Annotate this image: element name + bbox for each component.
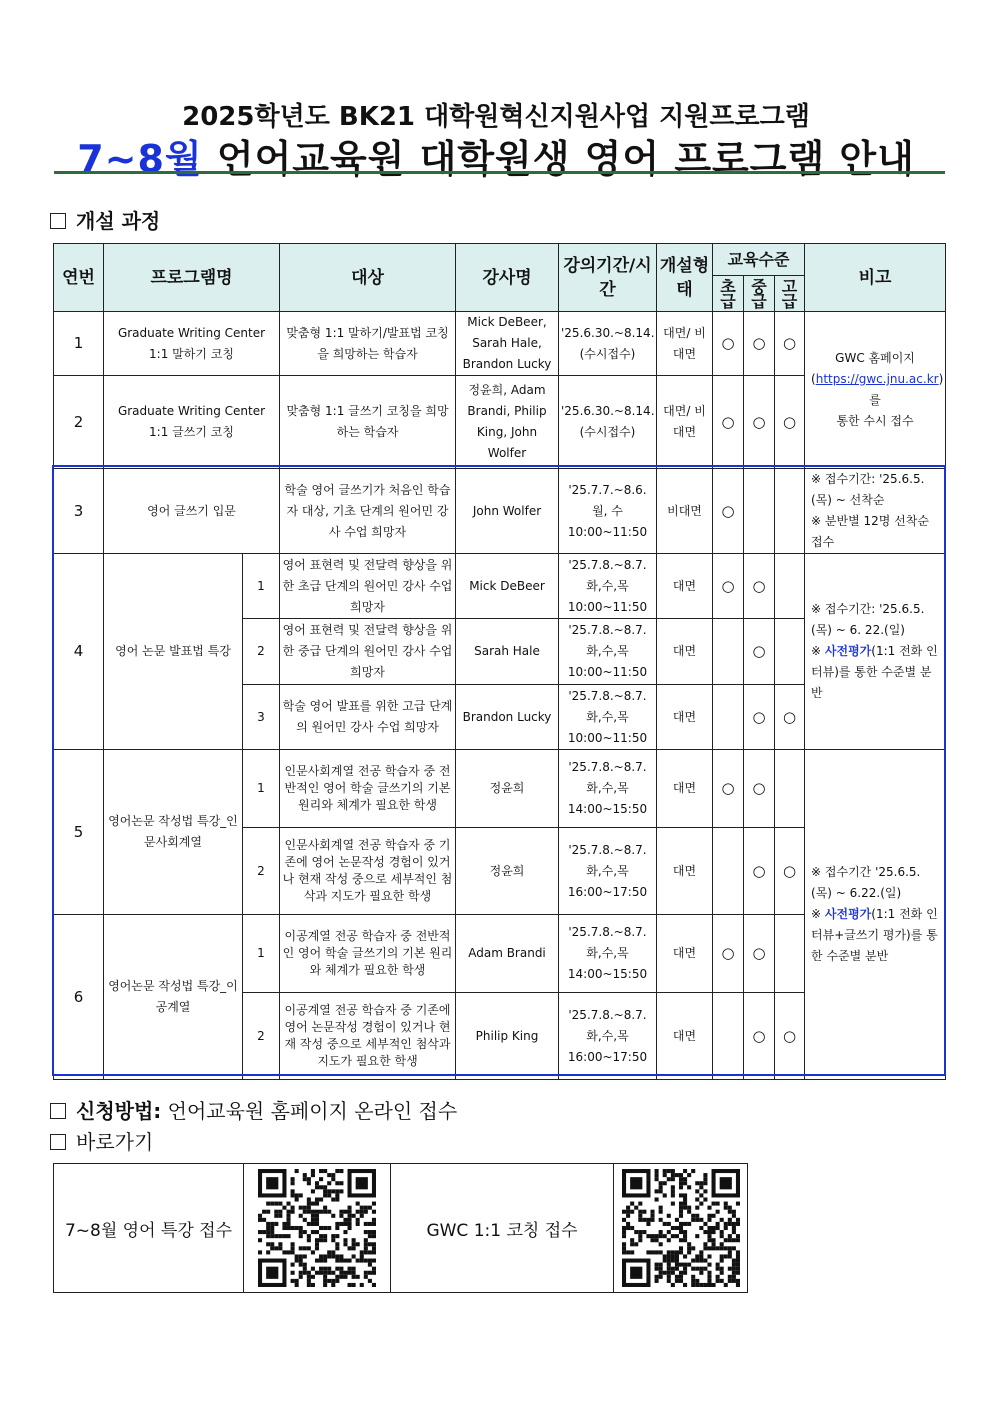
shortcut-table <box>53 1163 748 1293</box>
level-basic-mark: ○ <box>713 469 744 554</box>
row-no: 4 <box>54 554 104 750</box>
note-text: ※ 접수기간: '25.6.5.(목) ~ 6. 22.(일) <box>811 602 925 637</box>
period: '25.7.7.~8.6. 월, 수 10:00~11:50 <box>559 469 657 554</box>
level-intermediate-mark: ○ <box>744 828 775 915</box>
header-target: 대상 <box>280 244 456 312</box>
checkbox-square-icon <box>50 213 66 229</box>
level-advanced-mark <box>775 619 805 685</box>
table-row <box>54 469 946 554</box>
note-text: (1:1 전화 인터뷰)를 통한 수준별 분반 <box>811 644 938 700</box>
header-format: 개설형태 <box>657 244 713 312</box>
period: '25.6.30.~8.14. (수시접수) <box>559 376 657 469</box>
sub-no: 2 <box>243 619 280 685</box>
instructor: Brandon Lucky <box>456 685 559 750</box>
level-basic-mark: ○ <box>713 750 744 828</box>
note-gwc <box>805 312 946 469</box>
level-advanced-mark <box>775 915 805 993</box>
row-no: 2 <box>54 376 104 469</box>
program-name-line: 1:1 말하기 코칭 <box>149 346 234 361</box>
level-basic-mark: ○ <box>713 915 744 993</box>
note-text: (1:1 전화 인터뷰+글쓰기 평가)를 통한 수준별 분반 <box>811 907 938 963</box>
level-basic-mark: ○ <box>713 554 744 619</box>
instructor: Sarah Hale <box>456 619 559 685</box>
qr-gwc-cell[interactable] <box>614 1164 748 1293</box>
program-name: 영어 글쓰기 입문 <box>104 469 280 554</box>
page-title <box>0 128 992 183</box>
header-program: 프로그램명 <box>104 244 280 312</box>
gwc-link[interactable]: https://gwc.jnu.ac.kr <box>815 372 939 386</box>
level-intermediate-mark: ○ <box>744 312 775 376</box>
section-apply <box>50 1095 457 1124</box>
note-highlight: 사전평가 <box>824 644 872 658</box>
note-link-line: (https://gwc.jnu.ac.kr)를 <box>811 372 944 407</box>
instructor: John Wolfer <box>456 469 559 554</box>
checkbox-square-icon <box>50 1103 66 1119</box>
note-program56 <box>805 750 946 1080</box>
instructor: 정윤희 <box>456 750 559 828</box>
instructor: 정윤희, Adam Brandi, Philip King, John Wolfer <box>456 376 559 469</box>
note-text: ※ 접수기간: '25.6.5.(목) ~ 선착순 <box>811 472 925 507</box>
format: 대면 <box>657 685 713 750</box>
target: 맞춤형 1:1 글쓰기 코칭을 희망하는 학습자 <box>280 376 456 469</box>
format: 비대면 <box>657 469 713 554</box>
format: 대면/ 비대면 <box>657 312 713 376</box>
note-text: ※ 접수기간 '25.6.5.(목) ~ 6.22.(일) <box>811 865 921 900</box>
subtitle-line: 2025학년도 BK21 대학원혁신지원사업 지원프로그램 <box>182 102 810 132</box>
instructor: Philip King <box>456 993 559 1080</box>
qr-code-icon[interactable] <box>622 1169 740 1287</box>
instructor: Mick DeBeer, Sarah Hale, Brandon Lucky <box>456 312 559 376</box>
note-text: ※ 사전평가(1:1 전화 인터뷰)를 통한 수준별 분반 <box>811 644 938 700</box>
link-label-special: 7~8월 영어 특강 접수 <box>54 1164 244 1293</box>
level-basic-mark: ○ <box>713 376 744 469</box>
target: 영어 표현력 및 전달력 향상을 위한 초급 단계의 원어민 강사 수업 희망자 <box>280 554 456 619</box>
level-advanced-mark: ○ <box>775 685 805 750</box>
note-highlight: 사전평가 <box>824 907 872 921</box>
period: '25.7.8.~8.7. 화,수,목 10:00~11:50 <box>559 685 657 750</box>
format: 대면 <box>657 828 713 915</box>
course-table <box>53 243 946 1080</box>
program-name: 영어논문 작성법 특강_이공계열 <box>104 915 243 1080</box>
header-level-advanced: 고급 <box>775 276 805 312</box>
row-no: 6 <box>54 915 104 1080</box>
sub-no: 2 <box>243 828 280 915</box>
level-advanced-mark: ○ <box>775 376 805 469</box>
header-level-basic: 초급 <box>713 276 744 312</box>
header-no: 연번 <box>54 244 104 312</box>
level-intermediate-mark: ○ <box>744 750 775 828</box>
section-shortcut <box>50 1126 153 1155</box>
section-courses <box>50 205 160 234</box>
program-name-line: 1:1 글쓰기 코칭 <box>149 425 234 439</box>
row-no: 3 <box>54 469 104 554</box>
period: '25.7.8.~8.7. 화,수,목 14:00~15:50 <box>559 750 657 828</box>
table-row <box>54 312 946 376</box>
header-level: 교육수준 <box>713 244 805 276</box>
header-note: 비고 <box>805 244 946 312</box>
table-row <box>54 554 946 619</box>
level-advanced-mark <box>775 469 805 554</box>
level-intermediate-mark: ○ <box>744 376 775 469</box>
format: 대면 <box>657 619 713 685</box>
level-intermediate-mark <box>744 469 775 554</box>
period: '25.6.30.~8.14. (수시접수) <box>559 312 657 376</box>
program-name <box>104 376 280 469</box>
program-name: 영어 논문 발표법 특강 <box>104 554 243 750</box>
header-level-intermediate: 중급 <box>744 276 775 312</box>
program-name <box>104 312 280 376</box>
level-advanced-mark: ○ <box>775 828 805 915</box>
level-basic-mark: ○ <box>713 312 744 376</box>
level-advanced-mark: ○ <box>775 993 805 1080</box>
header-period: 강의기간/시간 <box>559 244 657 312</box>
program-name-line: Graduate Writing Center <box>117 325 266 340</box>
level-basic-mark <box>713 619 744 685</box>
period: '25.7.8.~8.7. 화,수,목 16:00~17:50 <box>559 828 657 915</box>
format: 대면 <box>657 750 713 828</box>
qr-special-cell[interactable] <box>244 1164 391 1293</box>
program-name-line: Graduate Writing Center <box>117 404 266 418</box>
format: 대면 <box>657 915 713 993</box>
sub-no: 1 <box>243 554 280 619</box>
target: 이공계열 전공 학습자 중 기존에 영어 논문작성 경험이 있거나 현재 작성 중으로 세부적인 첨삭과 지도가 필요한 학생 <box>280 993 456 1080</box>
row-no: 1 <box>54 312 104 376</box>
level-advanced-mark: ○ <box>775 312 805 376</box>
apply-label: 신청방법: <box>76 1099 162 1123</box>
link-label-gwc: GWC 1:1 코칭 접수 <box>391 1164 614 1293</box>
target: 이공계열 전공 학습자 중 전반적인 영어 학술 글쓰기의 기본 원리와 체계가 필요한 학생 <box>280 915 456 993</box>
note-text: GWC 홈페이지 <box>835 351 915 365</box>
period: '25.7.8.~8.7. 화,수,목 16:00~17:50 <box>559 993 657 1080</box>
level-basic-mark <box>713 685 744 750</box>
level-basic-mark <box>713 828 744 915</box>
target: 학술 영어 글쓰기가 처음인 학습자 대상, 기초 단계의 원어민 강사 수업 희망자 <box>280 469 456 554</box>
target: 맞춤형 1:1 말하기/발표법 코칭을 희망하는 학습자 <box>280 312 456 376</box>
qr-code-icon[interactable] <box>258 1169 376 1287</box>
period: '25.7.8.~8.7. 화,수,목 14:00~15:50 <box>559 915 657 993</box>
target: 인문사회계열 전공 학습자 중 전반적인 영어 학술 글쓰기의 기본 원리와 체계가 필요한 학생 <box>280 750 456 828</box>
format: 대면 <box>657 993 713 1080</box>
level-advanced-mark <box>775 554 805 619</box>
level-intermediate-mark: ○ <box>744 685 775 750</box>
row-no: 5 <box>54 750 104 915</box>
target: 인문사회계열 전공 학습자 중 기존에 영어 논문작성 경험이 있거나 현재 작성 중으로 세부적인 첨삭과 지도가 필요한 학생 <box>280 828 456 915</box>
instructor: 정윤희 <box>456 828 559 915</box>
title-underline <box>54 171 945 174</box>
level-advanced-mark <box>775 750 805 828</box>
sub-no: 2 <box>243 993 280 1080</box>
title-rest: 언어교육원 대학원생 영어 프로그램 안내 <box>202 137 915 181</box>
format: 대면/ 비대면 <box>657 376 713 469</box>
note-text: ※ 사전평가(1:1 전화 인터뷰+글쓰기 평가)를 통한 수준별 분반 <box>811 907 938 963</box>
instructor: Adam Brandi <box>456 915 559 993</box>
note-program3 <box>805 469 946 554</box>
note-text: 통한 수시 접수 <box>836 414 914 428</box>
note-text: ※ 분반별 12명 선착순 접수 <box>811 514 929 549</box>
level-basic-mark <box>713 993 744 1080</box>
target: 영어 표현력 및 전달력 향상을 위한 중급 단계의 원어민 강사 수업 희망자 <box>280 619 456 685</box>
shortcut-label: 바로가기 <box>76 1130 154 1154</box>
note-program4 <box>805 554 946 750</box>
title-accent: 7~8월 <box>77 137 203 181</box>
level-intermediate-mark: ○ <box>744 554 775 619</box>
level-intermediate-mark: ○ <box>744 915 775 993</box>
checkbox-square-icon <box>50 1134 66 1150</box>
period: '25.7.8.~8.7. 화,수,목 10:00~11:50 <box>559 619 657 685</box>
instructor: Mick DeBeer <box>456 554 559 619</box>
target: 학술 영어 발표를 위한 고급 단계의 원어민 강사 수업 희망자 <box>280 685 456 750</box>
sub-no: 3 <box>243 685 280 750</box>
section-courses-label: 개설 과정 <box>76 209 161 233</box>
sub-no: 1 <box>243 750 280 828</box>
level-intermediate-mark: ○ <box>744 993 775 1080</box>
header-instructor: 강사명 <box>456 244 559 312</box>
level-intermediate-mark: ○ <box>744 619 775 685</box>
format: 대면 <box>657 554 713 619</box>
sub-no: 1 <box>243 915 280 993</box>
table-row <box>54 750 946 828</box>
program-name: 영어논문 작성법 특강_인문사회계열 <box>104 750 243 915</box>
apply-text: 언어교육원 홈페이지 온라인 접수 <box>161 1099 458 1123</box>
period: '25.7.8.~8.7. 화,수,목 10:00~11:50 <box>559 554 657 619</box>
